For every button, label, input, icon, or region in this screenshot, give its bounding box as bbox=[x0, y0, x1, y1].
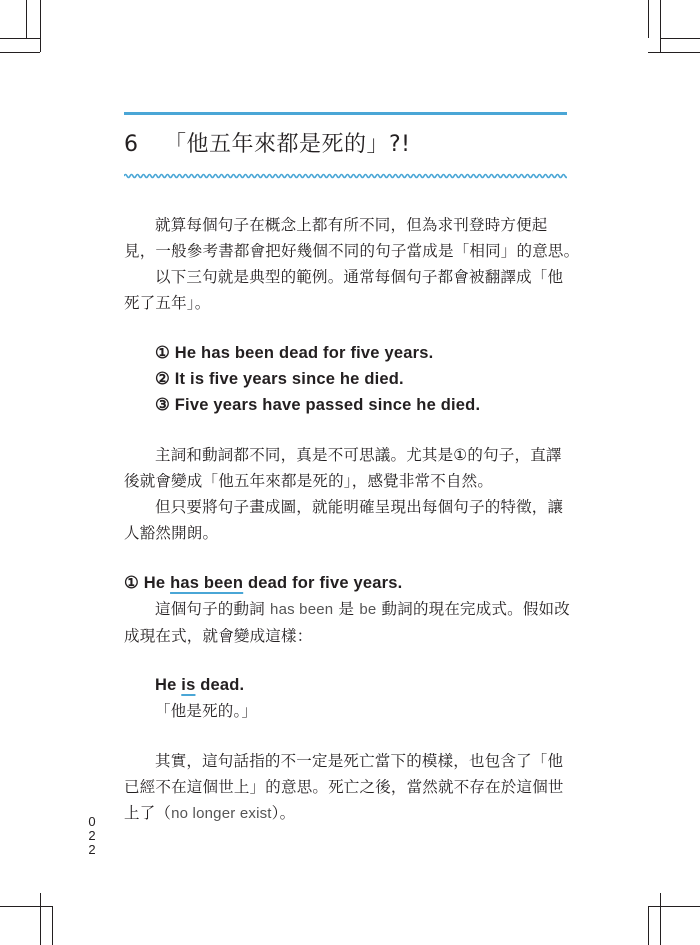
crop-mark bbox=[648, 906, 649, 945]
crop-mark bbox=[660, 893, 661, 945]
crop-mark bbox=[648, 52, 700, 53]
inline-english: has been bbox=[270, 601, 334, 618]
highlighted-verb: is bbox=[181, 676, 196, 694]
wavy-divider bbox=[124, 172, 567, 180]
text-line: 就算每個句子在概念上都有所不同，但為求刊登時方便起 bbox=[155, 216, 548, 234]
inline-english: no longer exist bbox=[171, 805, 272, 822]
heading-rule bbox=[124, 112, 567, 115]
crop-mark bbox=[660, 38, 700, 39]
example-sentence: ① He has been dead for five years. bbox=[155, 344, 434, 362]
crop-mark bbox=[40, 0, 41, 52]
section-title: 「他五年來都是死的」?! bbox=[164, 132, 411, 157]
paragraph-comparison bbox=[124, 442, 568, 546]
paragraph-meaning bbox=[124, 748, 568, 827]
page-number: 022 bbox=[88, 814, 96, 857]
text-part: 這個句子的動詞 bbox=[155, 600, 271, 618]
section-heading bbox=[124, 128, 411, 162]
crop-mark bbox=[0, 38, 40, 39]
text-line: 人豁然開朗。 bbox=[124, 524, 219, 542]
text-line: 已經不在這個世上」的意思。死亡之後，當然就不存在於這個世 bbox=[124, 778, 564, 796]
text-part: ）。 bbox=[271, 804, 296, 822]
crop-mark bbox=[648, 0, 649, 38]
text-part: 上了（ bbox=[124, 804, 172, 822]
section-number: 6 bbox=[124, 132, 139, 157]
highlighted-verb: has been bbox=[170, 574, 244, 592]
text-part: 動詞的現在完成式。假如改 bbox=[376, 600, 570, 618]
paragraph-explanation bbox=[124, 596, 568, 649]
present-tense-example bbox=[155, 672, 599, 724]
text-line: 後就會變成「他五年來都是死的」，感覺非常不自然。 bbox=[124, 472, 494, 490]
text-line: 見，一般參考書都會把好幾個不同的句子當成是「相同」的意思。 bbox=[124, 242, 580, 260]
sentence-part: ① He bbox=[124, 574, 171, 592]
crop-mark bbox=[0, 906, 52, 907]
analysis-sentence bbox=[124, 570, 568, 596]
crop-mark bbox=[40, 893, 41, 945]
crop-mark bbox=[660, 0, 661, 52]
example-sentences bbox=[155, 340, 599, 418]
crop-mark bbox=[26, 0, 27, 38]
text-line: 死了五年」。 bbox=[124, 294, 211, 312]
text-line: 以下三句就是典型的範例。通常每個句子都會被翻譯成「他 bbox=[155, 268, 564, 286]
text-line: 其實，這句話指的不一定是死亡當下的模樣，也包含了「他 bbox=[155, 752, 564, 770]
translation: 「他是死的。」 bbox=[155, 702, 258, 720]
crop-mark bbox=[52, 906, 53, 945]
crop-mark bbox=[0, 52, 40, 53]
sentence-part: dead for five years. bbox=[243, 574, 403, 592]
sentence-part: dead. bbox=[195, 676, 245, 694]
text-line: 成現在式，就會變成這樣： bbox=[124, 627, 313, 645]
paragraph-intro bbox=[124, 212, 580, 316]
text-line: 主詞和動詞都不同，真是不可思議。尤其是①的句子，直譯 bbox=[155, 446, 562, 464]
text-line: 但只要將句子畫成圖，就能明確呈現出每個句子的特徵，讓 bbox=[155, 498, 564, 516]
text-line bbox=[124, 800, 568, 827]
example-sentence: ③ Five years have passed since he died. bbox=[155, 396, 481, 414]
inline-english: be bbox=[359, 601, 377, 618]
crop-mark bbox=[648, 906, 700, 907]
example-sentence bbox=[155, 672, 599, 698]
text-part: 是 bbox=[333, 600, 360, 618]
example-sentence: ② It is five years since he died. bbox=[155, 370, 404, 388]
text-line bbox=[124, 596, 568, 623]
sentence-part: He bbox=[155, 676, 182, 694]
